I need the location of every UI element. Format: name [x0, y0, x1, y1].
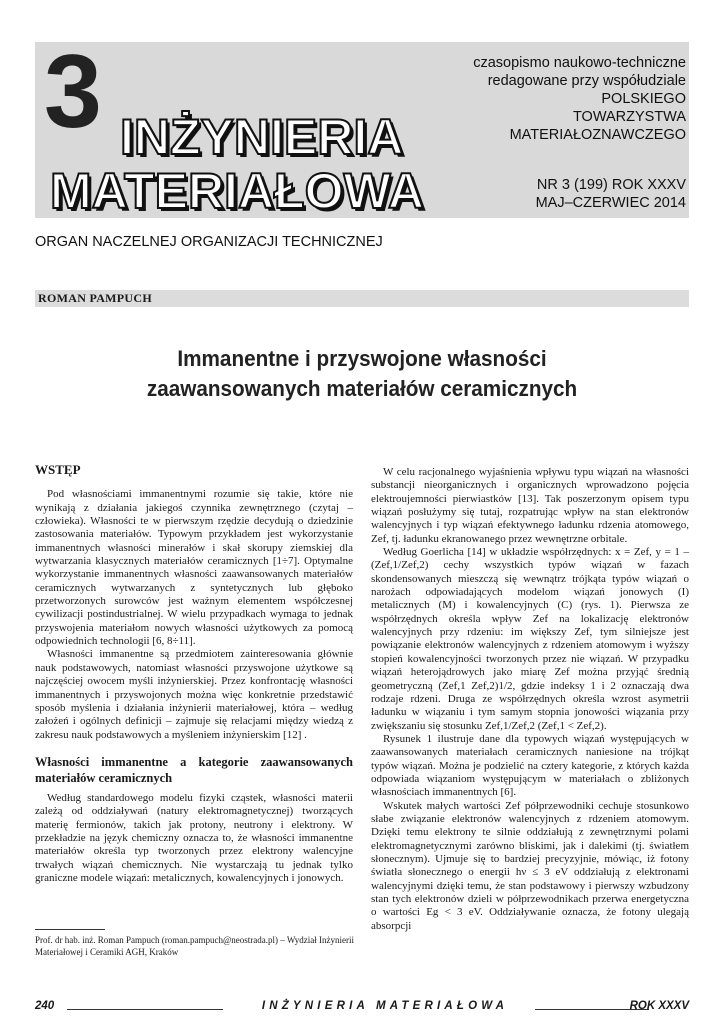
journal-logo-line2: MATERIAŁOWA — [50, 163, 425, 219]
page-number: 240 — [35, 1000, 55, 1012]
subsection-heading: Własności immanentne a kategorie zaawansowanych materiałów ceramicznych — [35, 754, 353, 785]
publisher-line: POLSKIEGO — [601, 91, 686, 107]
issue-date-line: MAJ–CZERWIEC 2014 — [535, 195, 686, 211]
publisher-line: MATERIAŁOZNAWCZEGO — [509, 127, 686, 143]
author-name: ROMAN PAMPUCH — [38, 291, 152, 305]
paragraph: Według Goerlicha [14] w układzie współrzędnych: x = Zef, y = 1 – (Zef,1/Zef,2) cechy wszystkich typów wiązań w fazach skondensowanych mieszczą się wewnątrz trójkąta typów wiązań o narożach odpowiadających modelom wiązań jonowych (I) metalicznych (M) i kowalencyjnych (C) (rys. 1). Pierwsza ze współrzędnych określa wpływ Zef na lokalizację elektronów walencyjnych przy rdzeniu: im większy Zef, tym silniejsze jest powiązanie elektronów walencyjnych z rdzeniem atomowym i wyższy stopień kowalencyjności tworzonych przez nie wiązań. W przypadku wiązań heterojądrowych jako miarę Zef można przyjąć średnią geometryczną (Zef,1 Zef,2)1/2, gdzie indeksy 1 i 2 oznaczają dwa rodzaje rdzeni. Druga ze współrzędnych określa wzrost asymetrii ładunku w wiązaniu i tym samym stopnia jonowości wiązania przy zwiększaniu się stosunku Zef,1/Zef,2 (Zef,1 < Zef,2). — [371, 546, 689, 732]
title-line: Immanentne i przyswojone własności — [177, 346, 547, 371]
issue-number-line: NR 3 (199) ROK XXXV — [536, 177, 686, 193]
issue-number: 3 — [44, 34, 100, 150]
footer-rule — [67, 1009, 223, 1010]
footer-journal-name: INŻYNIERIA MATERIAŁOWA — [261, 1000, 509, 1012]
publisher-line: czasopismo naukowo-techniczne — [473, 55, 686, 71]
author-footnote: Prof. dr hab. inż. Roman Pampuch (roman.pampuch@neostrada.pl) – Wydział Inżynierii Materiałowej i Ceramiki AGH, Kraków — [35, 935, 354, 957]
footnote-rule — [35, 929, 105, 930]
paragraph: Według standardowego modelu fizyki cząstek, własności materii zależą od oddziaływań (natury elektromagnetycznej) tworzących materię fermionów, takich jak protony, neutrony i elektrony. W przekładzie na język chemiczny oznacza to, że własności immanentne materiałów określa typ tworzonych przez elektrony walencyjne trwałych wiązań chemicznych. Nie wystarczają tu jednak tylko graniczne modele wiązań: metalicznych, kowalencyjnych i jonowych. — [35, 791, 353, 884]
publisher-line: redagowane przy współudziale — [487, 73, 686, 89]
paragraph: Własności immanentne są przedmiotem zainteresowania głównie nauk podstawowych, natomiast własności przyswojone użytkowe są najczęściej owocem myśli inżynierskiej. Przez konfrontację własności immanentnych i przyswojonych można więc konkretnie przedstawić sposób myślenia i działania inżynierii materiałowej, która – według założeń i ogólnych definicji – zajmuje się relacjami między wiedzą z zakresu nauk podstawowych a myśleniem inżynierskim [12] . — [35, 648, 353, 741]
left-column — [35, 463, 353, 885]
article-title — [61, 344, 663, 404]
paragraph: Wskutek małych wartości Zef półprzewodniki cechuje stosunkowo słabe związanie elektronów walencyjnych z rdzeniem atomowym. Dzięki temu elektrony te silnie oddziałują z zewnętrznymi polami elektromagnetycznymi zarówno bliskimi, jak i dalekimi (tj. światłem słonecznym). Ujmuje się to bardziej precyzyjnie, mówiąc, iż fotony światła słonecznego o energii hν ≤ 3 eV oddziałują z elektronami walencyjnymi dzięki temu, że stan podstawowy i pierwszy wzbudzony stan tych elektronów dzieli w półprzewodnikach przerwa energetyczna o wartości Eg < 3 eV. Oddziaływanie oznacza, że fotony ulegają absorpcji — [371, 799, 689, 932]
publisher-line: TOWARZYSTWA — [572, 109, 686, 125]
title-line: zaawansowanych materiałów ceramicznych — [146, 376, 578, 401]
paragraph: Pod własnościami immanentnymi rozumie się takie, które nie wynikają z działania jakiegoś czynnika zewnętrznego (czytaj – człowieka). Własności te w pierwszym rzędzie decydują o dziedzinie zastosowania materiałów. Typowym przykładem jest wykorzystanie immanentnych własności minerałów i skał skorupy ziemskiej dla wytwarzania klasycznych materiałów ceramicznych [1÷7]. Optymalne wykorzystanie immanentnych własności zaawansowanych materiałów ceramicznych wytwarzanych z syntetycznych lub głęboko przetworzonych surowców jest ważnym elementem współczesnej cywilizacji postindustrialnej. W wielu przypadkach wymaga to jednak przyswojenia materiałom nowych własności użytkowych za pomocą odpowiednich technologii [6, 8÷11]. — [35, 488, 353, 648]
footer-year: ROK XXXV — [629, 1000, 689, 1012]
journal-logo-line1: INŻYNIERIA — [120, 109, 404, 165]
paragraph: W celu racjonalnego wyjaśnienia wpływu typu wiązań na własności substancji nieorganicznych i organicznych wprowadzono pojęcia elektroujemności pierwiastków [13]. Tak poszerzonym opisem typu wiązań posłużymy się tutaj, rozpatrując wpływ na stan elektronów walencyjnych i typ wiązań efektywnego ładunku rdzenia atomowego, Zef, tj. ładunku ekranowanego przez wewnętrzne orbitale. — [371, 466, 689, 545]
organ-line: ORGAN NACZELNEJ ORGANIZACJI TECHNICZNEJ — [35, 234, 383, 250]
paragraph: Rysunek 1 ilustruje dane dla typowych wiązań występujących w zaawansowanych materiałach ceramicznych naniesione na trójkąt typów wiązań. Można je podzielić na cztery kategorie, z których każda odpowiada wiązaniom występującym w materiałach o zbliżonych własnościach immanentnych [6]. — [371, 732, 689, 799]
issue-info — [426, 176, 686, 212]
publisher-info — [426, 54, 686, 144]
page-footer — [35, 997, 689, 1017]
section-heading: WSTĘP — [35, 462, 81, 477]
right-column — [371, 466, 689, 933]
